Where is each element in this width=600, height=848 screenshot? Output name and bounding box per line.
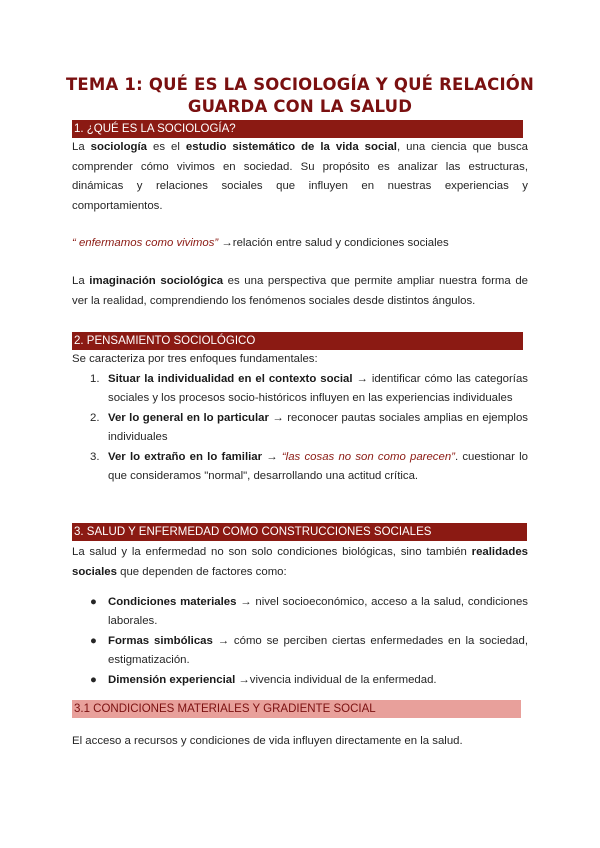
section-3-heading: 3. SALUD Y ENFERMEDAD COMO CONSTRUCCIONES SOCIALES — [72, 523, 527, 541]
list-item: 3. Ver lo extraño en lo familiar → “las cosas no son como parecen”. cuestionar lo que consideramos "normal", desarrollando una actitud crítica. — [90, 451, 528, 482]
document-title — [60, 74, 540, 118]
section-2-heading: 2. PENSAMIENTO SOCIOLÓGICO — [72, 332, 523, 350]
list-item: ● Formas simbólicas → cómo se perciben ciertas enfermedades en la sociedad, estigmatización. — [72, 632, 528, 669]
quote-text: “las cosas no son como parecen” — [281, 451, 455, 464]
list-item: 2. Ver lo general en lo particular → reconocer pautas sociales amplias en ejemplos individuales — [90, 412, 528, 443]
bullet-icon: ● — [90, 596, 97, 608]
section-1-heading: 1. ¿QUÉ ES LA SOCIOLOGÍA? — [72, 120, 523, 138]
section-2-intro: Se caracteriza por tres enfoques fundamentales: — [72, 353, 318, 365]
section-1-quote-paragraph: “ enfermamos como vivimos” →relación entre salud y condiciones sociales — [72, 237, 449, 249]
quote-text: “ enfermamos como vivimos” — [72, 237, 219, 249]
section-1-paragraph-3: La imaginación sociológica es una perspectiva que permite ampliar nuestra forma de ver la realidad, comprendiendo los fenómenos sociales desde distintos ángulos. — [72, 275, 528, 307]
title-line-2: GUARDA CON LA SALUD — [187, 97, 413, 116]
bullet-list — [72, 593, 528, 690]
bullet-icon: ● — [90, 635, 97, 648]
section-3-1-heading: 3.1 CONDICIONES MATERIALES Y GRADIENTE SOCIAL — [72, 700, 521, 718]
numbered-list — [72, 370, 528, 486]
bullet-icon: ● — [90, 674, 97, 687]
section-1-paragraph-1: La sociología es el estudio sistemático de la vida social, una ciencia que busca comprender cómo vivimos en sociedad. Su propósito es analizar las estructuras, dinámicas y relaciones sociales que influyen en nuestras experiencias y comportamientos. — [72, 141, 529, 212]
list-item: 1. Situar la individualidad en el contexto social → identificar cómo las categorías sociales y los procesos socio-históricos influyen en las experiencias individuales — [90, 373, 528, 404]
list-item: ● Condiciones materiales → nivel socioeconómico, acceso a la salud, condiciones laborales. — [72, 593, 528, 630]
section-3-paragraph-1: La salud y la enfermedad no son solo condiciones biológicas, sino también realidades sociales que dependen de factores como: — [72, 546, 528, 578]
section-3-1-paragraph: El acceso a recursos y condiciones de vida influyen directamente en la salud. — [72, 735, 463, 747]
list-item: ● Dimensión experiencial →vivencia individual de la enfermedad. — [72, 671, 528, 690]
title-line-1: TEMA 1: QUÉ ES LA SOCIOLOGÍA Y QUÉ RELACIÓN — [65, 75, 535, 94]
